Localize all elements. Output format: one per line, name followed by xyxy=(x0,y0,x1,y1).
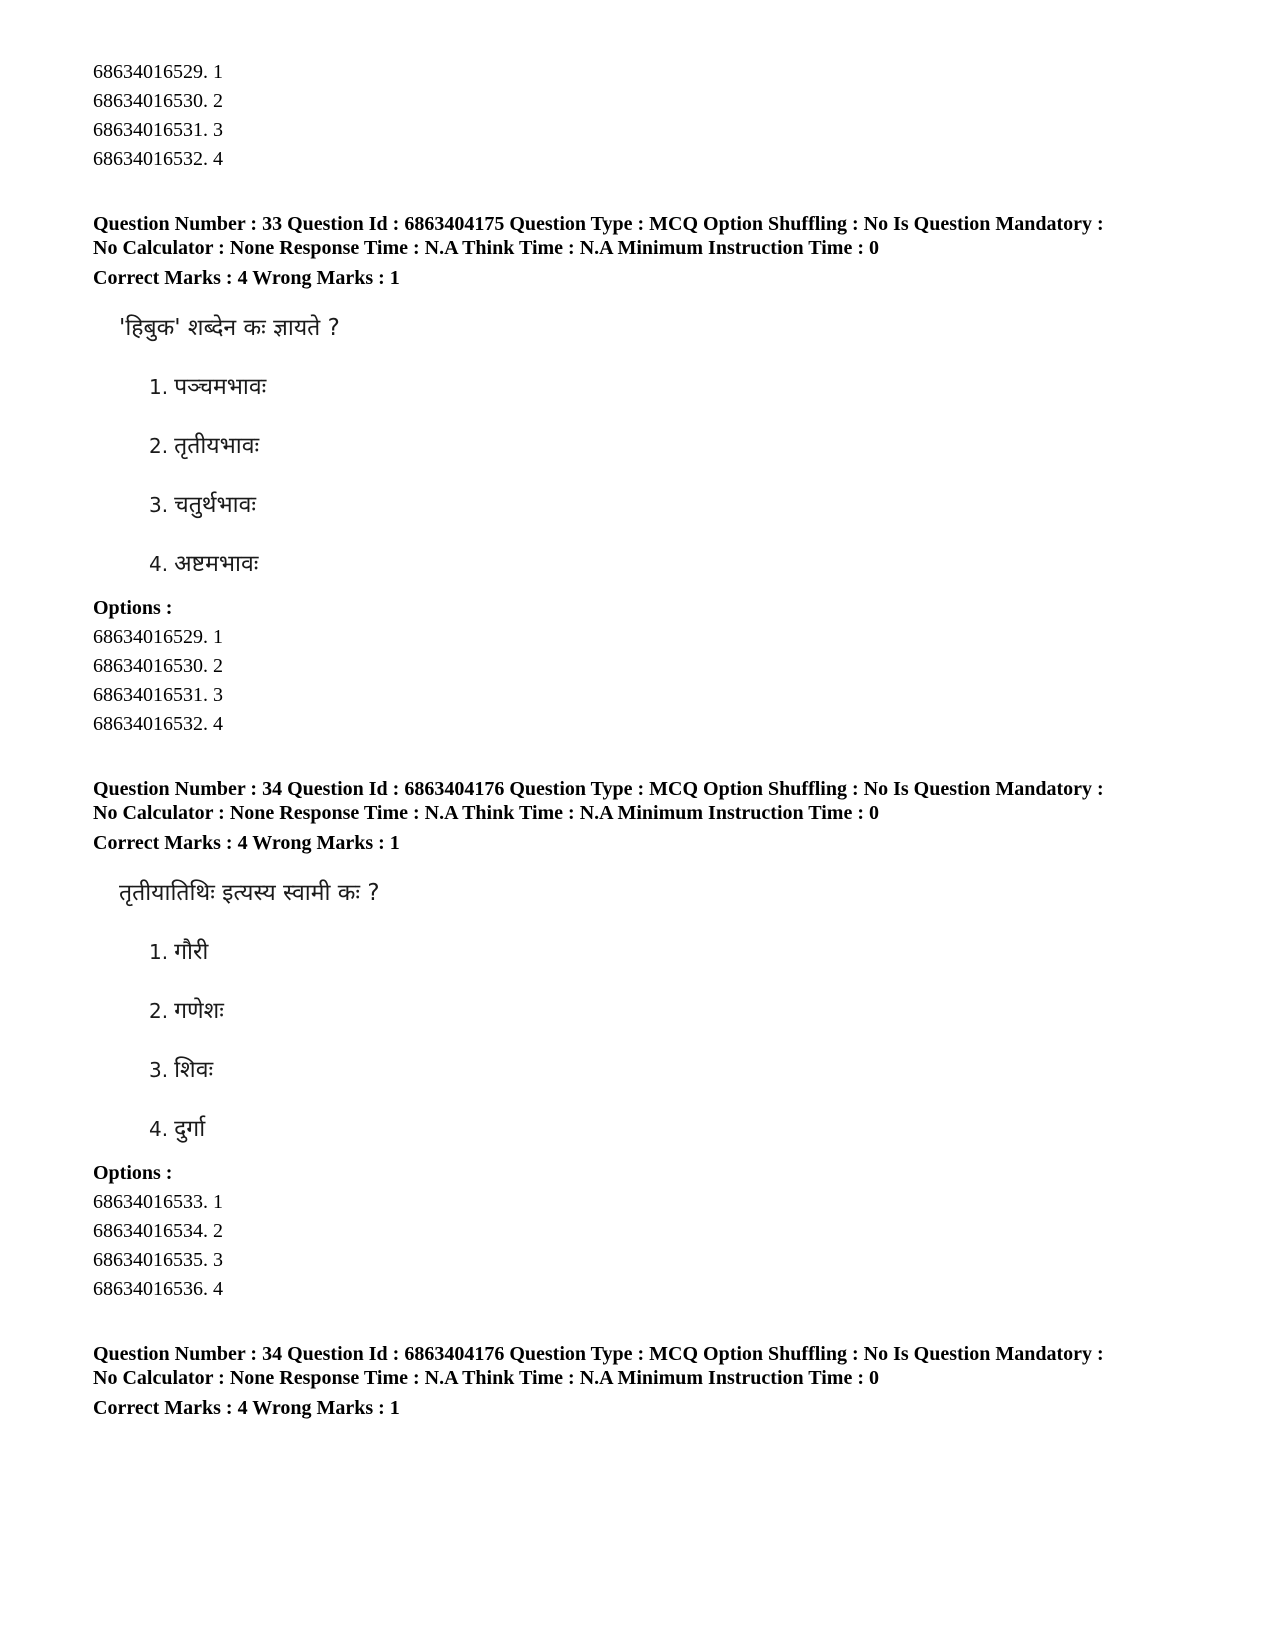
question-block-33 xyxy=(93,212,1193,739)
choice-number: 4. xyxy=(149,1117,169,1141)
choice-number: 2. xyxy=(149,999,169,1023)
option-id-line: 68634016535. 3 xyxy=(93,1249,223,1271)
question-choice xyxy=(149,430,1193,462)
choice-number: 4. xyxy=(149,552,169,576)
question-choice xyxy=(149,936,1193,968)
question-choice xyxy=(149,548,1193,580)
option-id-line: 68634016529. 1 xyxy=(93,626,223,648)
question-choice xyxy=(149,995,1193,1027)
top-options-list xyxy=(93,58,1193,174)
question-header-line1: Question Number : 34 Question Id : 6863404176 Question Type : MCQ Option Shuffling : No Is Question Mandatory : xyxy=(93,778,1104,800)
choice-text: गणेशः xyxy=(174,998,224,1024)
question-marks: Correct Marks : 4 Wrong Marks : 1 xyxy=(93,832,400,854)
choice-number: 1. xyxy=(149,375,169,399)
question-header-line2: No Calculator : None Response Time : N.A Think Time : N.A Minimum Instruction Time : 0 xyxy=(93,1367,879,1389)
question-header-line1: Question Number : 34 Question Id : 6863404176 Question Type : MCQ Option Shuffling : No Is Question Mandatory : xyxy=(93,1343,1104,1365)
question-marks: Correct Marks : 4 Wrong Marks : 1 xyxy=(93,1397,400,1419)
option-id-line: 68634016531. 3 xyxy=(93,684,223,706)
question-choice xyxy=(149,1113,1193,1145)
question-header-line2: No Calculator : None Response Time : N.A Think Time : N.A Minimum Instruction Time : 0 xyxy=(93,802,879,824)
choice-text: अष्टमभावः xyxy=(174,551,259,577)
option-id-line: 68634016529. 1 xyxy=(93,61,223,83)
question-header-line1: Question Number : 33 Question Id : 6863404175 Question Type : MCQ Option Shuffling : No Is Question Mandatory : xyxy=(93,213,1104,235)
choice-text: चतुर्थभावः xyxy=(174,492,257,518)
options-label: Options : xyxy=(93,597,173,619)
question-stem: तृतीयातिथिः इत्यस्य स्वामी कः ? xyxy=(119,880,380,906)
option-id-line: 68634016536. 4 xyxy=(93,1278,223,1300)
question-header-line2: No Calculator : None Response Time : N.A Think Time : N.A Minimum Instruction Time : 0 xyxy=(93,237,879,259)
question-image xyxy=(119,877,1193,1145)
choice-number: 3. xyxy=(149,1058,169,1082)
question-choice xyxy=(149,489,1193,521)
option-id-line: 68634016533. 1 xyxy=(93,1191,223,1213)
choice-number: 3. xyxy=(149,493,169,517)
option-id-line: 68634016530. 2 xyxy=(93,655,223,677)
question-marks: Correct Marks : 4 Wrong Marks : 1 xyxy=(93,267,400,289)
choice-text: दुर्गा xyxy=(174,1116,206,1142)
choice-text: पञ्चमभावः xyxy=(174,374,267,400)
question-block-next xyxy=(93,1342,1193,1420)
choice-number: 1. xyxy=(149,940,169,964)
option-id-line: 68634016534. 2 xyxy=(93,1220,223,1242)
options-label: Options : xyxy=(93,1162,173,1184)
option-id-line: 68634016532. 4 xyxy=(93,148,223,170)
choice-text: शिवः xyxy=(174,1057,214,1083)
option-id-line: 68634016531. 3 xyxy=(93,119,223,141)
question-choice xyxy=(149,1054,1193,1086)
question-header xyxy=(93,212,1193,260)
question-block-34 xyxy=(93,777,1193,1304)
option-id-line: 68634016530. 2 xyxy=(93,90,223,112)
choice-text: गौरी xyxy=(174,939,209,965)
question-choice xyxy=(149,371,1193,403)
choice-number: 2. xyxy=(149,434,169,458)
question-header xyxy=(93,1342,1193,1390)
choice-text: तृतीयभावः xyxy=(174,433,260,459)
question-stem: 'हिबुक' शब्देन कः ज्ञायते ? xyxy=(119,315,340,341)
document-page xyxy=(93,58,1193,1420)
question-header xyxy=(93,777,1193,825)
question-image xyxy=(119,312,1193,580)
option-id-line: 68634016532. 4 xyxy=(93,713,223,735)
